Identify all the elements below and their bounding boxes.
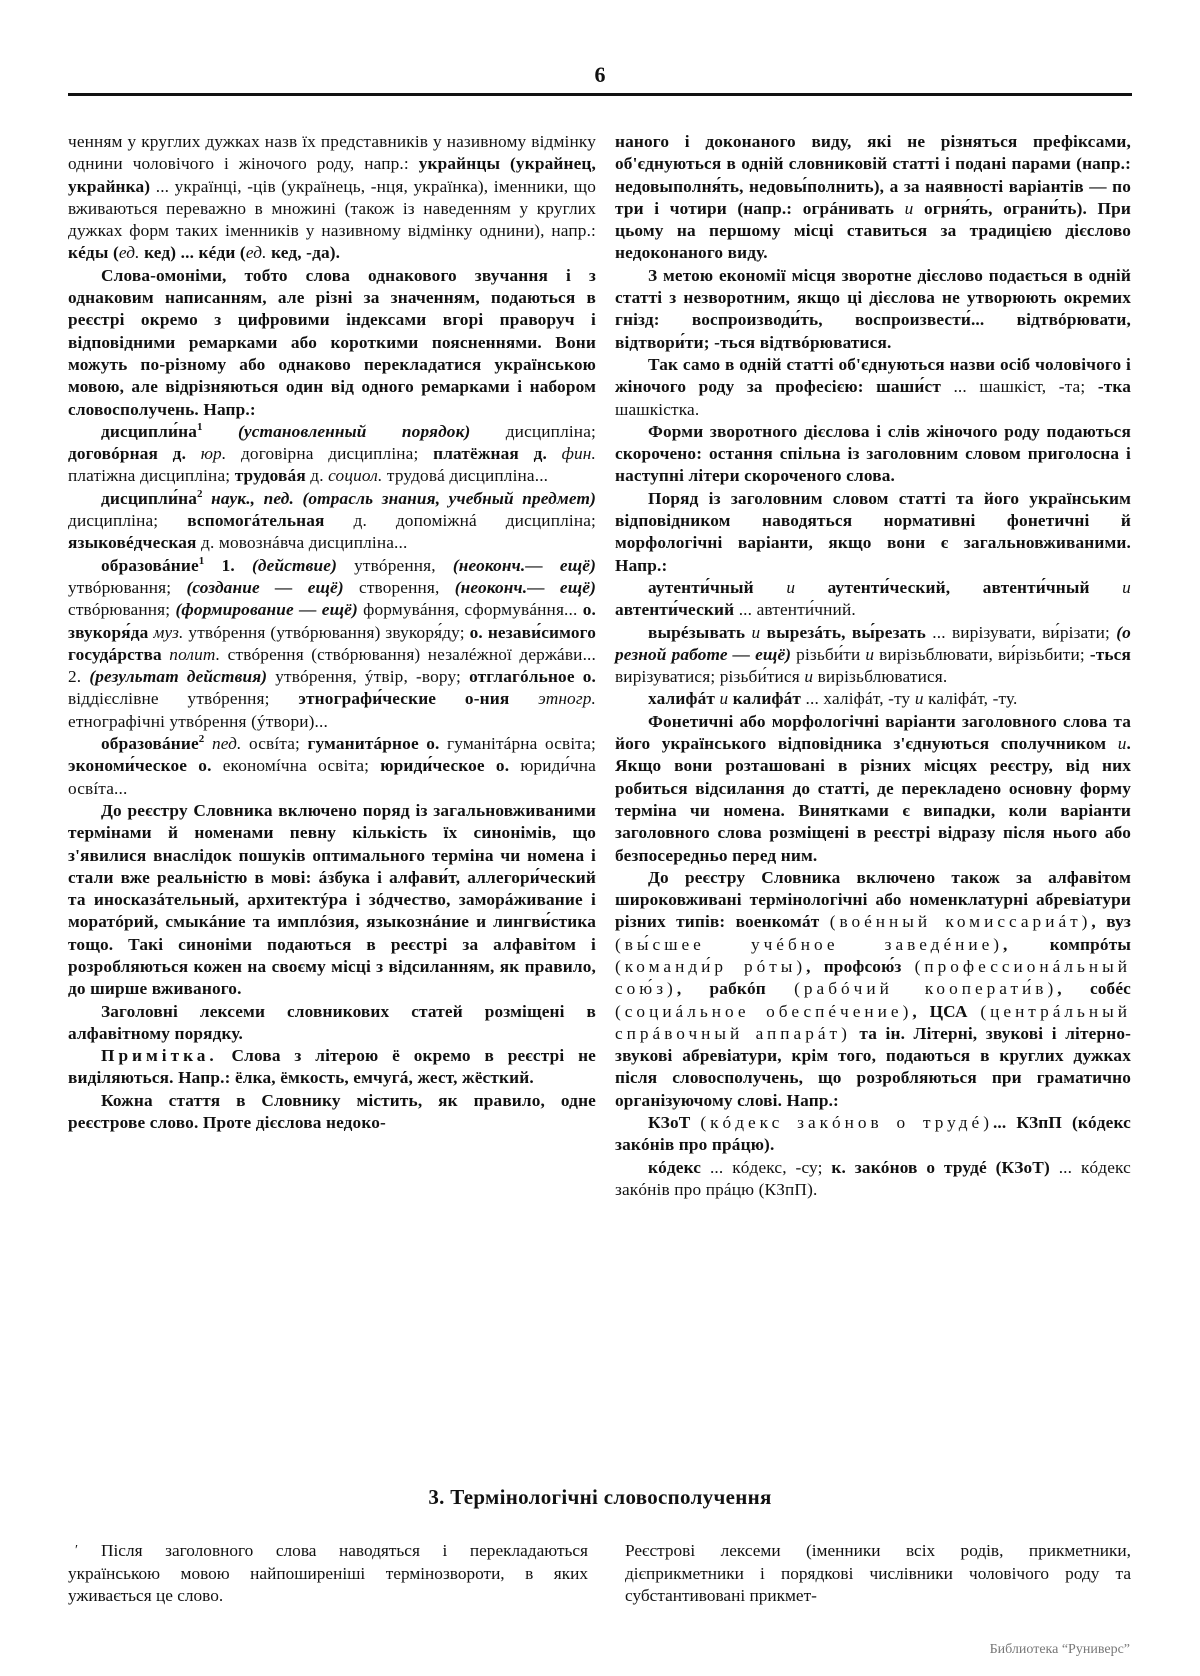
left-column (68, 131, 596, 1134)
section-left-text (68, 1540, 588, 1608)
paragraph: До реєстру Словника включено також за алфавітом широковживані термінологічні або номенклатурні абревіатури різних типів: военкомáт (воéнный комиссариáт), вуз (вы́сшее учéбное заведéние), компрóты (команди́р рóты), профсою́з (профессионáльный сою́з), рабкóп (рабóчий кооперати́в), собéс (социáльное обеспéчение), ЦСА (центрáльный спрáвочный аппарáт) та ін. Літерні, звукові і літерно-звукові абревіатури, крім того, подаються в круглих дужках після словосполучень, що розробляються при граматично організуючому слові. Напр.: (615, 867, 1132, 1110)
section-right-text (625, 1540, 1131, 1608)
dictionary-entry: аутенти́чный и аутенти́ческий, автенти́чный и автенти́ческий ... автенти́чний. (615, 577, 1131, 620)
note-paragraph: Примітка. Слова з літерою ё окремо в реєстрі не виділяються. Напр.: ёлка, ёмкость, емчугá, жест, жёсткий. (68, 1046, 596, 1088)
paragraph: Реєстрові лексеми (іменники всіх родів, прикметники, дієприкметники і порядкові числівники чоловічого роду та субстантивовані прикмет- (625, 1541, 1131, 1605)
library-watermark: Библиотека “Руниверс” (989, 1642, 1130, 1657)
paragraph: З метою економії місця зворотне дієслово подається в одній статті з незворотним, якщо ці дієслова не утворюють окремих гнізд: воспроизводи́ть, воспроизвести́... відтвóрювати, відтвори́ти; -ться відтвóрюватися. (615, 265, 1132, 352)
dictionary-entry: $дисципли́на^2$ наук., пед. (отрасль знания, учебный предмет) дисципліна; вспомогáтельная д. допоміжнá дисципліна; языковéдческая д. мовознáвча дисципліна... (68, 487, 596, 553)
right-column (615, 131, 1131, 1201)
page-number: 6 (594, 62, 606, 87)
dictionary-entry: кóдекс ... кóдекс, -су; к. закóнов о трудé (КЗоТ) ... кóдекс закóнів про прáцю (КЗпП). (615, 1157, 1131, 1199)
dictionary-entry: КЗоТ (кóдекс закóнов о трудé)... КЗпП (кóдекс закóнів про прáцю). (615, 1113, 1131, 1155)
paragraph: Кожна стаття в Словнику містить, як правило, одне реєстрове слово. Проте дієслова недоко- (68, 1090, 596, 1133)
dictionary-entry: образовáние$^1$ 1. (действие) утвóрення, (неоконч.— ещё) утвóрювання; (создание — ещё) створення, (неоконч.— ещё) ствóрювання; (формирование — ещё) формувáння, сформувáння... о. звукоря́да муз. утвóрення (утвóрювання) звукоря́ду; о. незави́симого госудáрства полит. ствóрення (ствóрювання) незалéжної держáви... 2. (результат действия) утвóрення, ýтвір, -вору; отглагóльное о. віддієслівне утвóрення; этнографи́ческие о-ния этногр. етнографічні утвóрення (ýтвори)... (68, 554, 596, 731)
dictionary-entry: $дисципли́на^1$ (установленный порядок) дисципліна; договóрная д. юр. договірна дисципліна; платёжная д. фин. платіжна дисципліна; трудовáя д. социол. трудовá дисципліна... (68, 421, 596, 486)
paragraph: Фонетичні або морфологічні варіанти заголовного слова та його українського відповідника з'єднуються сполучником и. Якщо вони розташовані в різних місцях реєстру, від них робиться відсилання до статті, де перекладено основну форму терміна чи номена. Винятками є випадки, коли варіанти заголовного слова розміщені в реєстрі відразу після нього або безпосередньо перед ним. (615, 711, 1131, 865)
paragraph: Поряд із заголовним словом статті та його українським відповідником наводяться нормативні фонетичні й морфологічні варіанти, якщо вони є загальновживаними. Напр.: (615, 488, 1131, 575)
paragraph: Так само в одній статті об'єднуються назви осіб чоловічого і жіночого роду за професією: шаши́ст ... шашкіст, -та; -тка шашкістка. (615, 354, 1132, 419)
paragraph: Заголовні лексеми словникових статей розміщені в алфавітному порядку. (68, 1001, 596, 1043)
paragraph: Після заголовного слова наводяться і перекладаються українською мовою найпоширеніші термінозвороти, в яких уживається це слово. (68, 1541, 588, 1605)
paragraph: Слова-омоніми, тобто слова однакового звучання і з однаковим написанням, але різні за значенням, подаються в реєстрі окремо з цифровими індексами вгорі праворуч і відповідними ремарками або короткими поясненнями. Вони можуть по-різному або однаково перекладатися українською мовою, але відрізняються один від одного ремарками і набором словосполучень. Напр.: (68, 265, 596, 419)
dictionary-entry: образовáние$^2$ пед. освíта; гуманитáрное о. гуманітáрна освіта; экономи́ческое о. економíчна освіта; юриди́ческое о. юриди́чна освíта... (68, 733, 597, 798)
section-heading: 3. Термінологічні словосполучення (428, 1485, 772, 1509)
dictionary-entry: вырéзывать и вырезáть, вы́резать ... вирізувати, ви́різати; (о резной работе — ещё) різьби́ти и вирізьблювати, ви́різьбити; -ться вирізуватися; різьби́тися и вирізьблюватися. (615, 622, 1131, 687)
paragraph: ченням у круглих дужках назв їх представників у називному відмінку однини чоловічого і жіночого роду, напр.: украйнцы (украйнец, украйнка) ... українці, -ців (українець, -нця, українка), іменники, що вживаються переважно в множині (також із наведенням у круглих дужках форм таких іменників у називному відмінку однини), напр.: кéды (ед. кед) ... кéди (ед. кед, -да). (68, 132, 596, 263)
paragraph: До реєстру Словника включено поряд із загальновживаними термінами й номенами певну кількість їх синонімів, що з'явилися внаслідок пошуків оптимального терміна чи номена і стали вже реальністю в мові: áзбука і алфави́т, аллегори́ческий та иносказáтельный, архитектýра і зóдчество, заморáживание і моратóрий, смыкáние та имплóзия, языкознáние и лингви́стика тощо. Такі синоніми подаються в реєстрі за алфавітом і розробляються кожен на своєму місці з відсиланням, як правило, до ширше вживаного. (68, 800, 596, 999)
paragraph: наного і доконаного виду, які не різняться префіксами, об'єднуються в одній словниковій статті і подані парами (напр.: недовыполня́ть, недовы́полнить), а за наявності варіантів — по три і чотири (напр.: огрáнивать и огрня́ть, ограни́ть). При цьому на першому місці ставиться за традицією дієслово недоконаного виду. (615, 132, 1131, 263)
paragraph: Форми зворотного дієслова і слів жіночого роду подаються скорочено: остання спільна із заголовним словом приголосна і наступні літери скороченого слова. (615, 421, 1131, 486)
scan-mark: ′ (75, 1543, 79, 1558)
header-rule (68, 93, 1132, 96)
dictionary-entry: халифáт и калифáт ... халіфáт, -ту и каліфáт, -ту. (648, 689, 1018, 709)
